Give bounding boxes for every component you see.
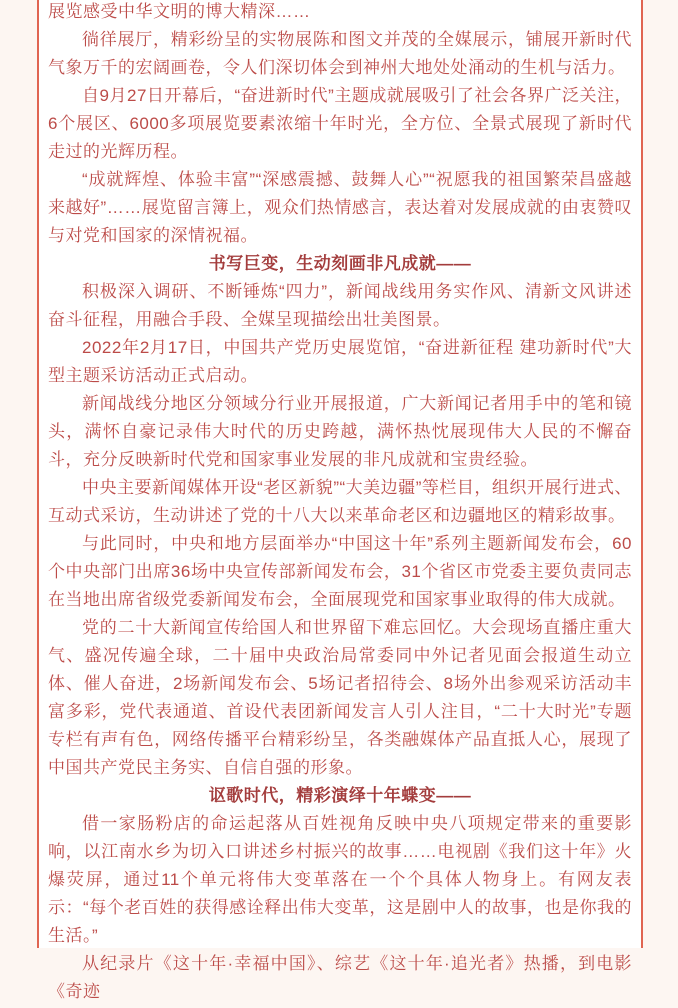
article-paragraph: 与此同时，中央和地方层面举办“中国这十年”系列主题新闻发布会，60个中央部门出席36场中央宣传部新闻发布会，31个省区市党委主要负责同志在当地出席省级党委新闻发布会，全面展现党和国家事业取得的伟大成就。 bbox=[48, 534, 632, 609]
article-paragraph: “成就辉煌、体验丰富”“深感震撼、鼓舞人心”“祝愿我的祖国繁荣昌盛越来越好”……展览留言簿上，观众们热情感言，表达着对发展成就的由衷赞叹与对党和国家的深情祝福。 bbox=[48, 170, 632, 245]
article-paragraph: 自9月27日开幕后，“奋进新时代”主题成就展吸引了社会各界广泛关注，6个展区、6000多项展览要素浓缩十年时光，全方位、全景式展现了新时代走过的光辉历程。 bbox=[48, 86, 632, 161]
article-paragraph: 徜徉展厅，精彩纷呈的实物展陈和图文并茂的全媒展示，铺展开新时代气象万千的宏阔画卷，令人们深切体会到神州大地处处涌动的生机与活力。 bbox=[48, 30, 632, 77]
article-paragraph: 新闻战线分地区分领域分行业开展报道，广大新闻记者用手中的笔和镜头，满怀自豪记录伟大时代的历史跨越，满怀热忱展现伟大人民的不懈奋斗，充分反映新时代党和国家事业发展的非凡成就和宝贵经验。 bbox=[48, 394, 632, 469]
article-panel bbox=[37, 0, 643, 1001]
section-heading: 讴歌时代，精彩演绎十年蝶变—— bbox=[208, 786, 472, 805]
article-paragraph: 展览感受中华文明的博大精深…… bbox=[48, 2, 311, 21]
article-body bbox=[48, 0, 632, 1006]
article-paragraph: 积极深入调研、不断锤炼“四力”，新闻战线用务实作风、清新文风讲述奋斗征程，用融合手段、全媒呈现描绘出壮美图景。 bbox=[48, 282, 632, 329]
article-paragraph: 党的二十大新闻宣传给国人和世界留下难忘回忆。大会现场直播庄重大气、盛况传遍全球，二十届中央政治局常委同中外记者见面会报道生动立体、催人奋进，2场新闻发布会、5场记者招待会、8场外出参观采访活动丰富多彩，党代表通道、首设代表团新闻发言人引人注目，“二十大时光”专题专栏有声有色，网络传播平台精彩纷呈，各类融媒体产品直抵人心，展现了中国共产党民主务实、自信自强的形象。 bbox=[48, 618, 632, 777]
article-paragraph: 从纪录片《这十年·幸福中国》、综艺《这十年·追光者》热播，到电影《奇迹 bbox=[48, 954, 632, 1001]
article-paragraph: 中央主要新闻媒体开设“老区新貌”“大美边疆”等栏目，组织开展行进式、互动式采访，生动讲述了党的十八大以来革命老区和边疆地区的精彩故事。 bbox=[48, 478, 632, 525]
section-heading: 书写巨变，生动刻画非凡成就—— bbox=[208, 254, 472, 273]
article-paragraph: 借一家肠粉店的命运起落从百姓视角反映中央八项规定带来的重要影响，以江南水乡为切入口讲述乡村振兴的故事……电视剧《我们这十年》火爆荧屏，通过11个单元将伟大变革落在一个个具体人物身上。有网友表示：“每个老百姓的获得感诠释出伟大变革，这是剧中人的故事，也是你我的生活。” bbox=[48, 814, 632, 945]
article-paragraph: 2022年2月17日，中国共产党历史展览馆，“奋进新征程 建功新时代”大型主题采访活动正式启动。 bbox=[48, 338, 632, 385]
